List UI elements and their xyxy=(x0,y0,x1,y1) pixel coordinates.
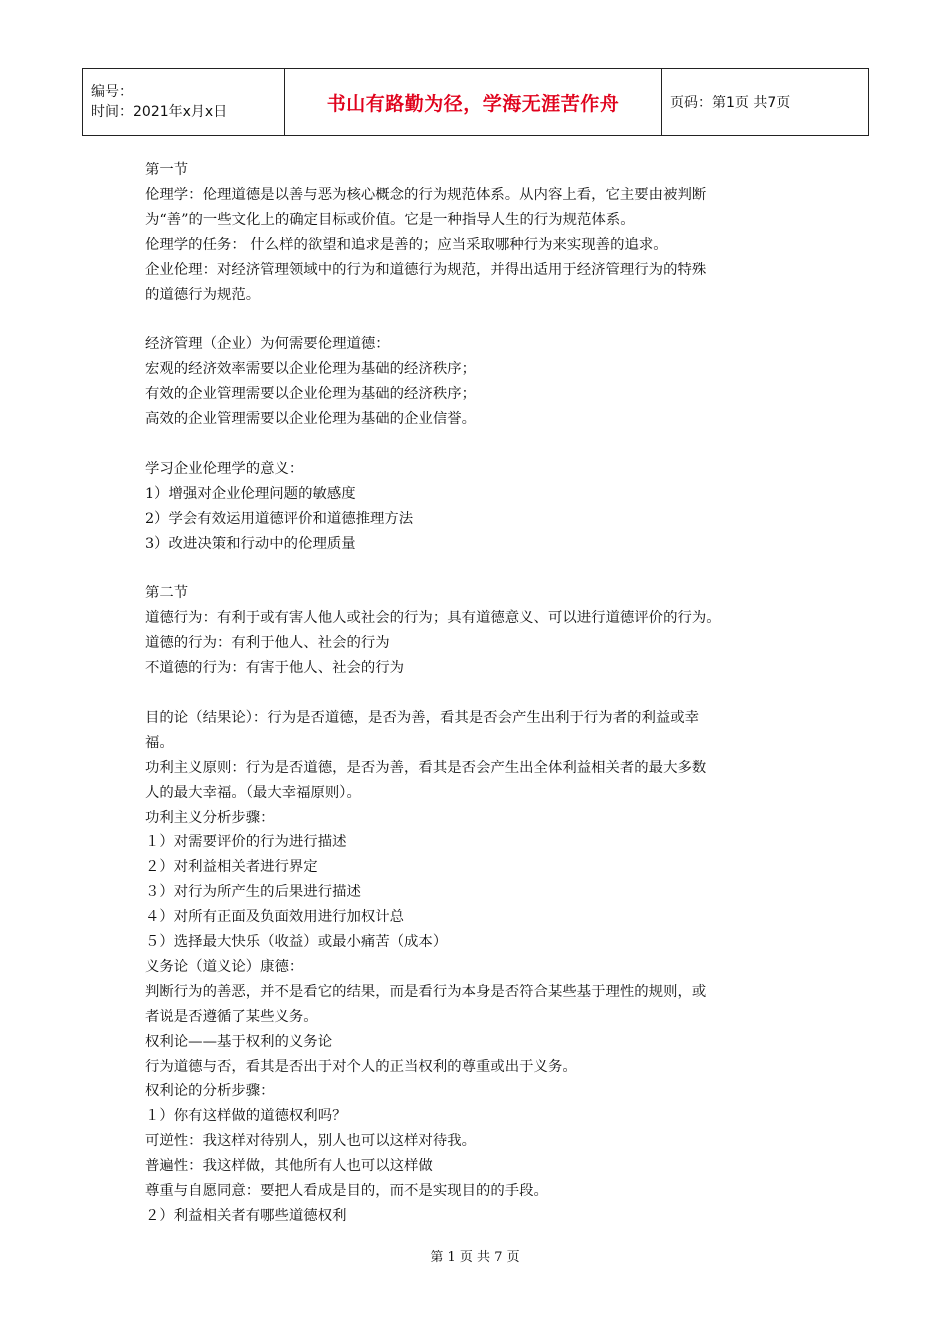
text-line: ４）对所有正面及负面效用进行加权计总 xyxy=(145,909,405,926)
text-line: 尊重与自愿同意：要把人看成是目的，而不是实现目的的手段。 xyxy=(145,1183,548,1200)
text-line: 高效的企业管理需要以企业伦理为基础的企业信誉。 xyxy=(145,411,476,428)
serial-number-label: 编号： xyxy=(91,84,133,100)
text-line: 第二节 xyxy=(145,585,189,602)
text-line: 可逆性：我这样对待别人，别人也可以这样对待我。 xyxy=(145,1133,476,1150)
text-line: 道德的行为：有利于他人、社会的行为 xyxy=(145,635,390,652)
text-line: 行为道德与否，看其是否出于对个人的正当权利的尊重或出于义务。 xyxy=(145,1058,577,1075)
text-line: 义务论（道义论）康德： xyxy=(145,958,304,975)
blank-line xyxy=(145,681,815,706)
header-meta-cell xyxy=(83,69,285,136)
text-line: 者说是否遵循了某些义务。 xyxy=(145,1008,318,1025)
text-line: ５）选择最大快乐（收益）或最小痛苦（成本） xyxy=(145,934,448,951)
text-line: 道德行为：有利于或有害人他人或社会的行为；具有道德意义、可以进行道德评价的行为。 xyxy=(145,610,721,627)
document-body xyxy=(145,158,815,1229)
text-line: 企业伦理：对经济管理领域中的行为和道德行为规范，并得出适用于经济管理行为的特殊 xyxy=(145,261,707,278)
text-line: 第一节 xyxy=(145,162,189,178)
text-line: 学习企业伦理学的意义： xyxy=(145,460,304,477)
text-line: ２）对利益相关者进行界定 xyxy=(145,859,318,876)
text-line: 判断行为的善恶，并不是看它的结果，而是看行为本身是否符合某些基于理性的规则，或 xyxy=(145,983,707,1000)
text-line: 福。 xyxy=(145,734,174,751)
blank-line xyxy=(145,432,815,457)
date-label: 时间：2021年x月x日 xyxy=(91,104,228,120)
text-line: 1）增强对企业伦理问题的敏感度 xyxy=(145,485,356,502)
text-line: ２）利益相关者有哪些道德权利 xyxy=(145,1208,347,1224)
text-line: 3）改进决策和行动中的伦理质量 xyxy=(145,535,356,552)
header-page-cell xyxy=(662,69,869,136)
page-info: 页码：第1页 共7页 xyxy=(670,95,791,111)
text-line: 不道德的行为：有害于他人、社会的行为 xyxy=(145,660,405,677)
header-motto-cell xyxy=(285,69,662,136)
text-line: 目的论（结果论）：行为是否道德，是否为善，看其是否会产生出利于行为者的利益或幸 xyxy=(145,709,700,726)
text-line: 伦理学：伦理道德是以善与恶为核心概念的行为规范体系。从内容上看，它主要由被判断 xyxy=(145,186,707,203)
page-footer: 第 1 页 共 7 页 xyxy=(430,1250,520,1265)
page-header xyxy=(82,68,869,136)
text-line: １）你有这样做的道德权利吗？ xyxy=(145,1108,347,1125)
text-line: 2）学会有效运用道德评价和道德推理方法 xyxy=(145,510,414,527)
text-line: 普遍性：我这样做，其他所有人也可以这样做 xyxy=(145,1158,433,1175)
motto: 书山有路勤为径，学海无涯苦作舟 xyxy=(326,92,620,115)
text-line: 的道德行为规范。 xyxy=(145,286,261,303)
text-line: 权利论——基于权利的义务论 xyxy=(145,1033,333,1050)
text-line: 功利主义原则：行为是否道德，是否为善，看其是否会产生出全体利益相关者的最大多数 xyxy=(145,759,707,776)
text-line: 经济管理（企业）为何需要伦理道德： xyxy=(145,336,390,353)
text-line: 权利论的分析步骤： xyxy=(145,1083,275,1100)
blank-line xyxy=(145,307,815,332)
text-line: 宏观的经济效率需要以企业伦理为基础的经济秩序； xyxy=(145,361,476,378)
text-line: 伦理学的任务： 什么样的欲望和追求是善的；应当采取哪种行为来实现善的追求。 xyxy=(145,236,668,253)
text-line: 人的最大幸福。（最大幸福原则）。 xyxy=(145,784,361,801)
blank-line xyxy=(145,556,815,581)
text-line: 功利主义分析步骤： xyxy=(145,809,275,826)
text-line: ３）对行为所产生的后果进行描述 xyxy=(145,884,361,901)
text-line: １）对需要评价的行为进行描述 xyxy=(145,834,347,851)
text-line: 有效的企业管理需要以企业伦理为基础的经济秩序； xyxy=(145,386,476,403)
text-line: 为“善”的一些文化上的确定目标或价值。它是一种指导人生的行为规范体系。 xyxy=(145,211,635,228)
